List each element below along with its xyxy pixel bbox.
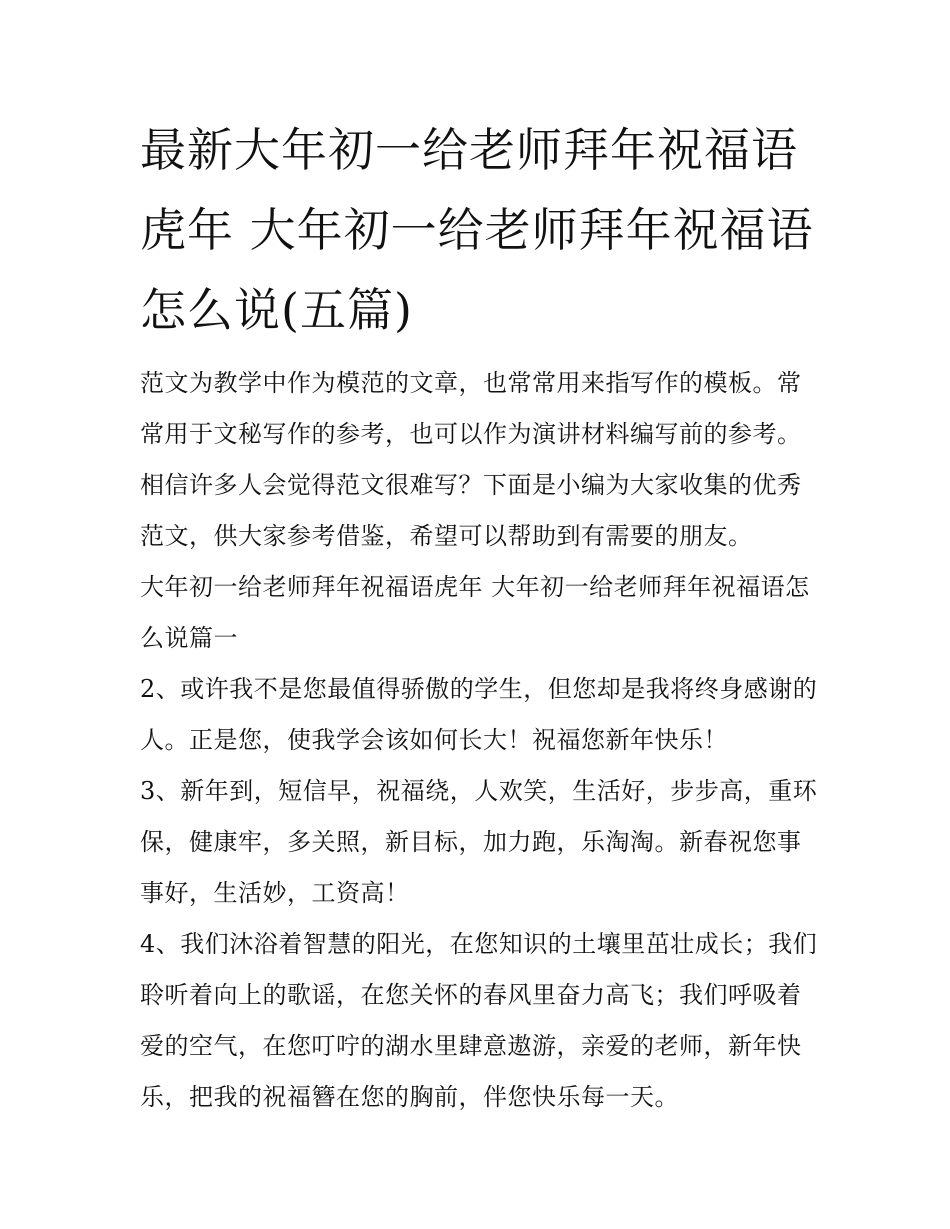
wish-item-3: 3、新年到，短信早，祝福绕，人欢笑，生活好，步步高，重环保，健康牢，多关照，新目标，加力跑，乐淘淘。新春祝您事事好，生活妙，工资高！	[140, 777, 818, 907]
document-title: 最新大年初一给老师拜年祝福语虎年 大年初一给老师拜年祝福语怎么说(五篇)	[140, 123, 814, 337]
wish-item-2: 2、或许我不是您最值得骄傲的学生，但您却是我将终身感谢的人。正是您，使我学会该如何长大！祝福您新年快乐！	[140, 675, 818, 754]
document-page	[140, 110, 820, 1123]
wish-item-4: 4、我们沐浴着智慧的阳光，在您知识的土壤里茁壮成长；我们聆听着向上的歌谣，在您关怀的春风里奋力高飞；我们呼吸着爱的空气，在您叮咛的湖水里肆意遨游，亲爱的老师，新年快乐，把我的祝福簪在您的胸前，伴您快乐每一天。	[140, 930, 818, 1111]
intro-paragraph: 范文为教学中作为模范的文章，也常常用来指写作的模板。常常用于文秘写作的参考，也可以作为演讲材料编写前的参考。相信许多人会觉得范文很难写？下面是小编为大家收集的优秀范文，供大家参考借鉴，希望可以帮助到有需要的朋友。	[140, 369, 802, 550]
section-heading: 大年初一给老师拜年祝福语虎年 大年初一给老师拜年祝福语怎么说篇一	[140, 573, 810, 652]
